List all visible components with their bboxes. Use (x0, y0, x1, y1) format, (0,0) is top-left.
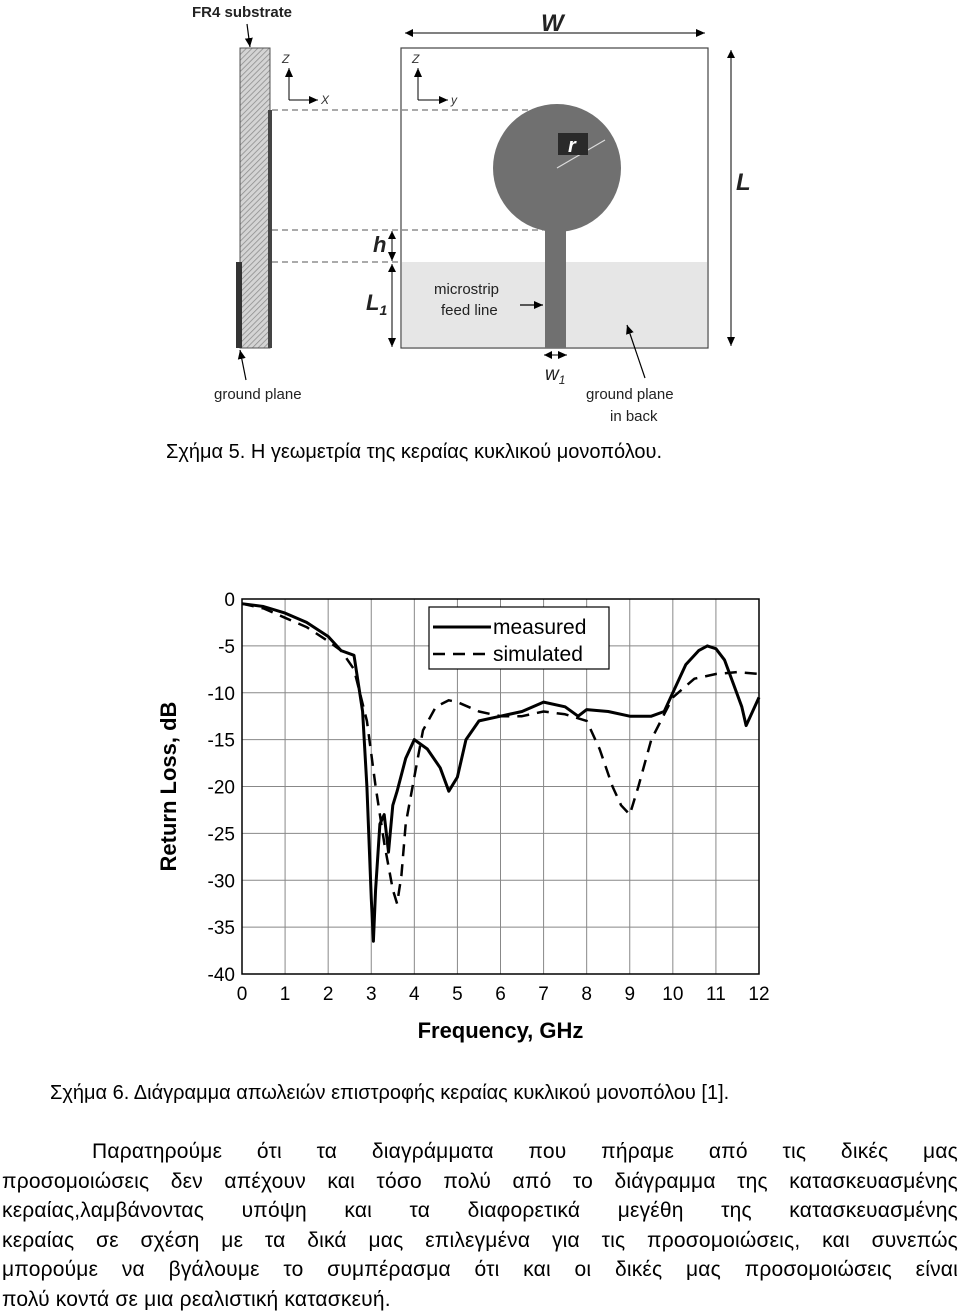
paragraph-line: κεραίας σε σχέση με τα δικά μας επιλεγμένα για τις προσομοιώσεις, και συνεπώς (2, 1228, 958, 1252)
width-label: W (541, 10, 564, 37)
legend (429, 607, 609, 669)
axis-z-front-label: Z (412, 52, 420, 66)
paragraph-line: Παρατηρούμε ότι τα διαγράμματα που πήραμε από τις δικές μας (92, 1140, 958, 1163)
x-tick-label: 7 (538, 984, 549, 1005)
x-tick-label: 4 (409, 984, 420, 1005)
l1-label: $L_1$ (366, 290, 388, 318)
microstrip-feed-line (545, 230, 566, 348)
y-tick-label: -15 (207, 730, 235, 752)
length-label: L (736, 169, 751, 196)
legend-label-measured: measured (493, 616, 587, 639)
axis-z-side-label: Z (282, 52, 290, 66)
paragraph-line: πολύ κοντά σε μια ρεαλιστική κατασκευή. (2, 1287, 391, 1311)
antenna-geometry-figure (0, 0, 960, 440)
axis-x-label: X (321, 93, 330, 107)
x-tick-label: 1 (279, 984, 291, 1005)
paragraph-line: προσομοιώσεις δεν απέχουν και τόσο πολύ από το διάγραμμα της κατασκευασμένης (2, 1169, 958, 1193)
substrate-arrow (247, 24, 250, 47)
x-tick-label: 5 (452, 984, 463, 1005)
substrate-side-view (240, 48, 270, 348)
radius-label: r (568, 135, 576, 157)
side-view-axes (289, 68, 318, 100)
x-tick-label: 2 (322, 984, 334, 1005)
x-tick-label: 10 (662, 984, 684, 1005)
substrate-label: FR4 substrate (192, 4, 293, 21)
x-tick-label: 6 (495, 984, 506, 1005)
side-ground-plane (236, 262, 242, 348)
y-tick-label: -35 (207, 918, 235, 940)
y-tick-label: 0 (224, 590, 235, 611)
ground-back-label-line1: ground plane (586, 386, 674, 403)
axis-y-label: y (451, 93, 457, 107)
y-tick-label: -25 (207, 824, 235, 846)
x-tick-label: 11 (706, 984, 726, 1005)
w1-label: $w_1$ (545, 364, 566, 387)
x-tick-label: 3 (365, 984, 377, 1005)
paragraph-line: μπορούμε να βγάλουμε το συμπέρασμα ότι και οι δικές μας προσομοιώσεις είναι (2, 1258, 958, 1282)
y-tick-label: -5 (218, 636, 235, 658)
return-loss-chart (150, 580, 780, 1060)
x-tick-label: 9 (624, 984, 636, 1005)
conclusion-paragraph (2, 1137, 958, 1315)
h-label: h (373, 232, 387, 257)
paragraph-line: κεραίας,λαμβάνοντας υπόψη και τα διαφορετικά μεγέθη της κατασκευασμένης (2, 1199, 958, 1223)
y-tick-label: -10 (207, 683, 235, 705)
y-tick-label: -20 (207, 777, 235, 799)
microstrip-label-line2: feed line (441, 302, 498, 319)
legend-label-simulated: simulated (493, 643, 583, 666)
figure5-caption: Σχήμα 5. Η γεωμετρία της κεραίας κυκλικού μονοπόλου. (166, 441, 663, 463)
x-tick-label: 0 (236, 984, 248, 1005)
microstrip-label-line1: microstrip (434, 281, 500, 298)
y-tick-label: -30 (207, 871, 235, 893)
ground-back-label-line2: in back (610, 408, 658, 425)
y-axis-label: Return Loss, dB (156, 701, 181, 872)
figure6-caption: Σχήμα 6. Διάγραμμα απωλειών επιστροφής κεραίας κυκλικού μονοπόλου [1]. (50, 1082, 730, 1104)
x-tick-label: 8 (581, 984, 592, 1005)
substrate-metal-edge (268, 110, 272, 348)
x-tick-label: 12 (748, 984, 770, 1005)
y-tick-label: -40 (207, 965, 235, 986)
x-axis-label: Frequency, GHz (417, 1018, 584, 1043)
ground-plane-arrow (240, 350, 246, 380)
ground-plane-label: ground plane (214, 386, 302, 403)
